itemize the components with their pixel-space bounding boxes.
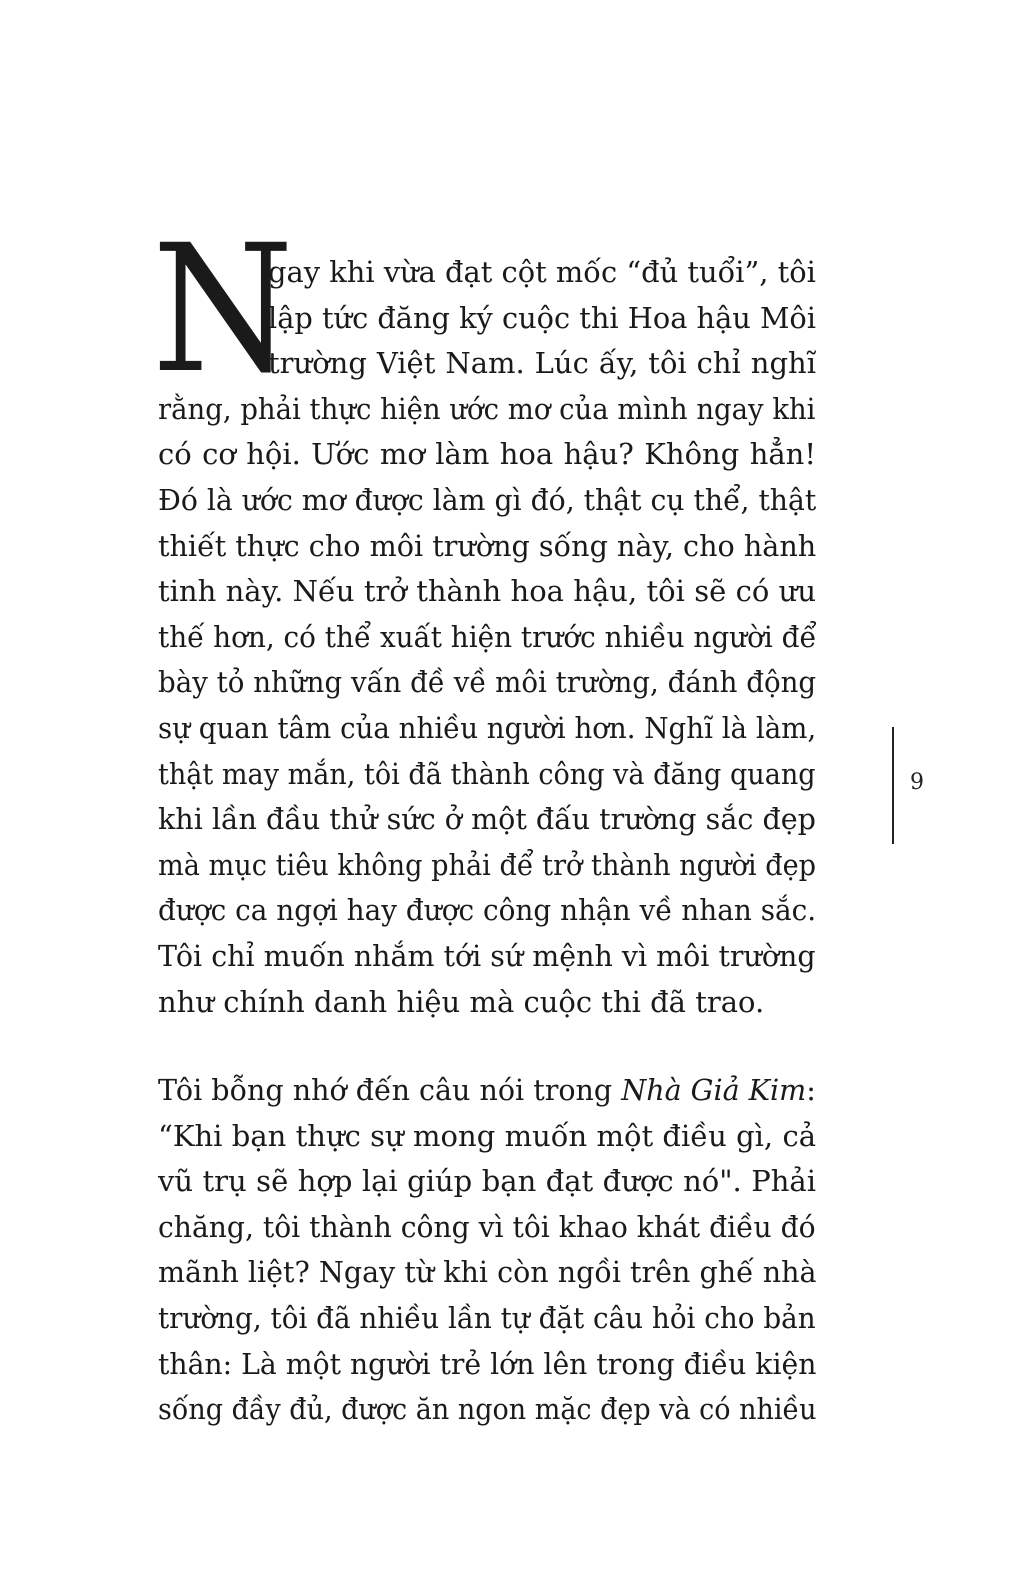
paragraph-line: sống đầy đủ, được ăn ngon mặc đẹp và có nhiều (158, 1392, 817, 1427)
paragraph-line: Đó là ước mơ được làm gì đó, thật cụ thể, thật (158, 482, 817, 517)
paragraph-line: thật may mắn, tôi đã thành công và đăng quang (158, 756, 816, 791)
paragraph-line: rằng, phải thực hiện ước mơ của mình ngay khi (158, 391, 816, 426)
paragraph-line: tinh này. Nếu trở thành hoa hậu, tôi sẽ có ưu (158, 574, 816, 609)
colon: : (806, 1073, 816, 1107)
paragraph-1 (158, 250, 816, 1025)
paragraph-line (158, 1068, 816, 1114)
paragraph-line: mà mục tiêu không phải để trở thành người đẹp (158, 847, 817, 882)
paragraph-line: lập tức đăng ký cuộc thi Hoa hậu Môi (268, 300, 816, 335)
page-number-rule (892, 727, 894, 844)
paragraph-line: bày tỏ những vấn đề về môi trường, đánh động (158, 665, 817, 700)
paragraph-line: sự quan tâm của nhiều người hơn. Nghĩ là làm, (158, 710, 817, 745)
paragraph-line: “Khi bạn thực sự mong muốn một điều gì, cả (158, 1118, 816, 1153)
paragraph-line: chăng, tôi thành công vì tôi khao khát điều đó (158, 1209, 816, 1244)
paragraph-line: như chính danh hiệu mà cuộc thi đã trao. (158, 984, 765, 1019)
paragraph-line: trường Việt Nam. Lúc ấy, tôi chỉ nghĩ (268, 346, 816, 381)
paragraph-line: trường, tôi đã nhiều lần tự đặt câu hỏi cho bản (158, 1300, 816, 1335)
paragraph-line: được ca ngợi hay được công nhận về nhan sắc. (158, 893, 817, 928)
paragraph-line: khi lần đầu thử sức ở một đấu trường sắc đẹp (158, 802, 816, 837)
paragraph-line: Tôi chỉ muốn nhắm tới sứ mệnh vì môi trường (158, 938, 816, 973)
paragraph-line: thiết thực cho môi trường sống này, cho hành (158, 528, 817, 563)
paragraph-line: thân: Là một người trẻ lớn lên trong điều kiện (158, 1346, 817, 1381)
paragraph-line: vũ trụ sẽ hợp lại giúp bạn đạt được nó". Phải (158, 1164, 816, 1199)
book-title: Nhà Giả Kim (621, 1073, 807, 1107)
paragraph-line: gay khi vừa đạt cột mốc “đủ tuổi”, tôi (268, 255, 816, 289)
page-number: 9 (910, 770, 924, 795)
paragraph-line: mãnh liệt? Ngay từ khi còn ngồi trên ghế nhà (158, 1255, 817, 1290)
paragraph-line: có cơ hội. Ước mơ làm hoa hậu? Không hẳn! (158, 437, 816, 472)
drop-cap: N (152, 207, 294, 412)
quote-intro: Tôi bỗng nhớ đến câu nói trong (158, 1073, 622, 1107)
paragraph-line: thế hơn, có thể xuất hiện trước nhiều người để (158, 619, 817, 654)
paragraph-2 (158, 1068, 816, 1433)
